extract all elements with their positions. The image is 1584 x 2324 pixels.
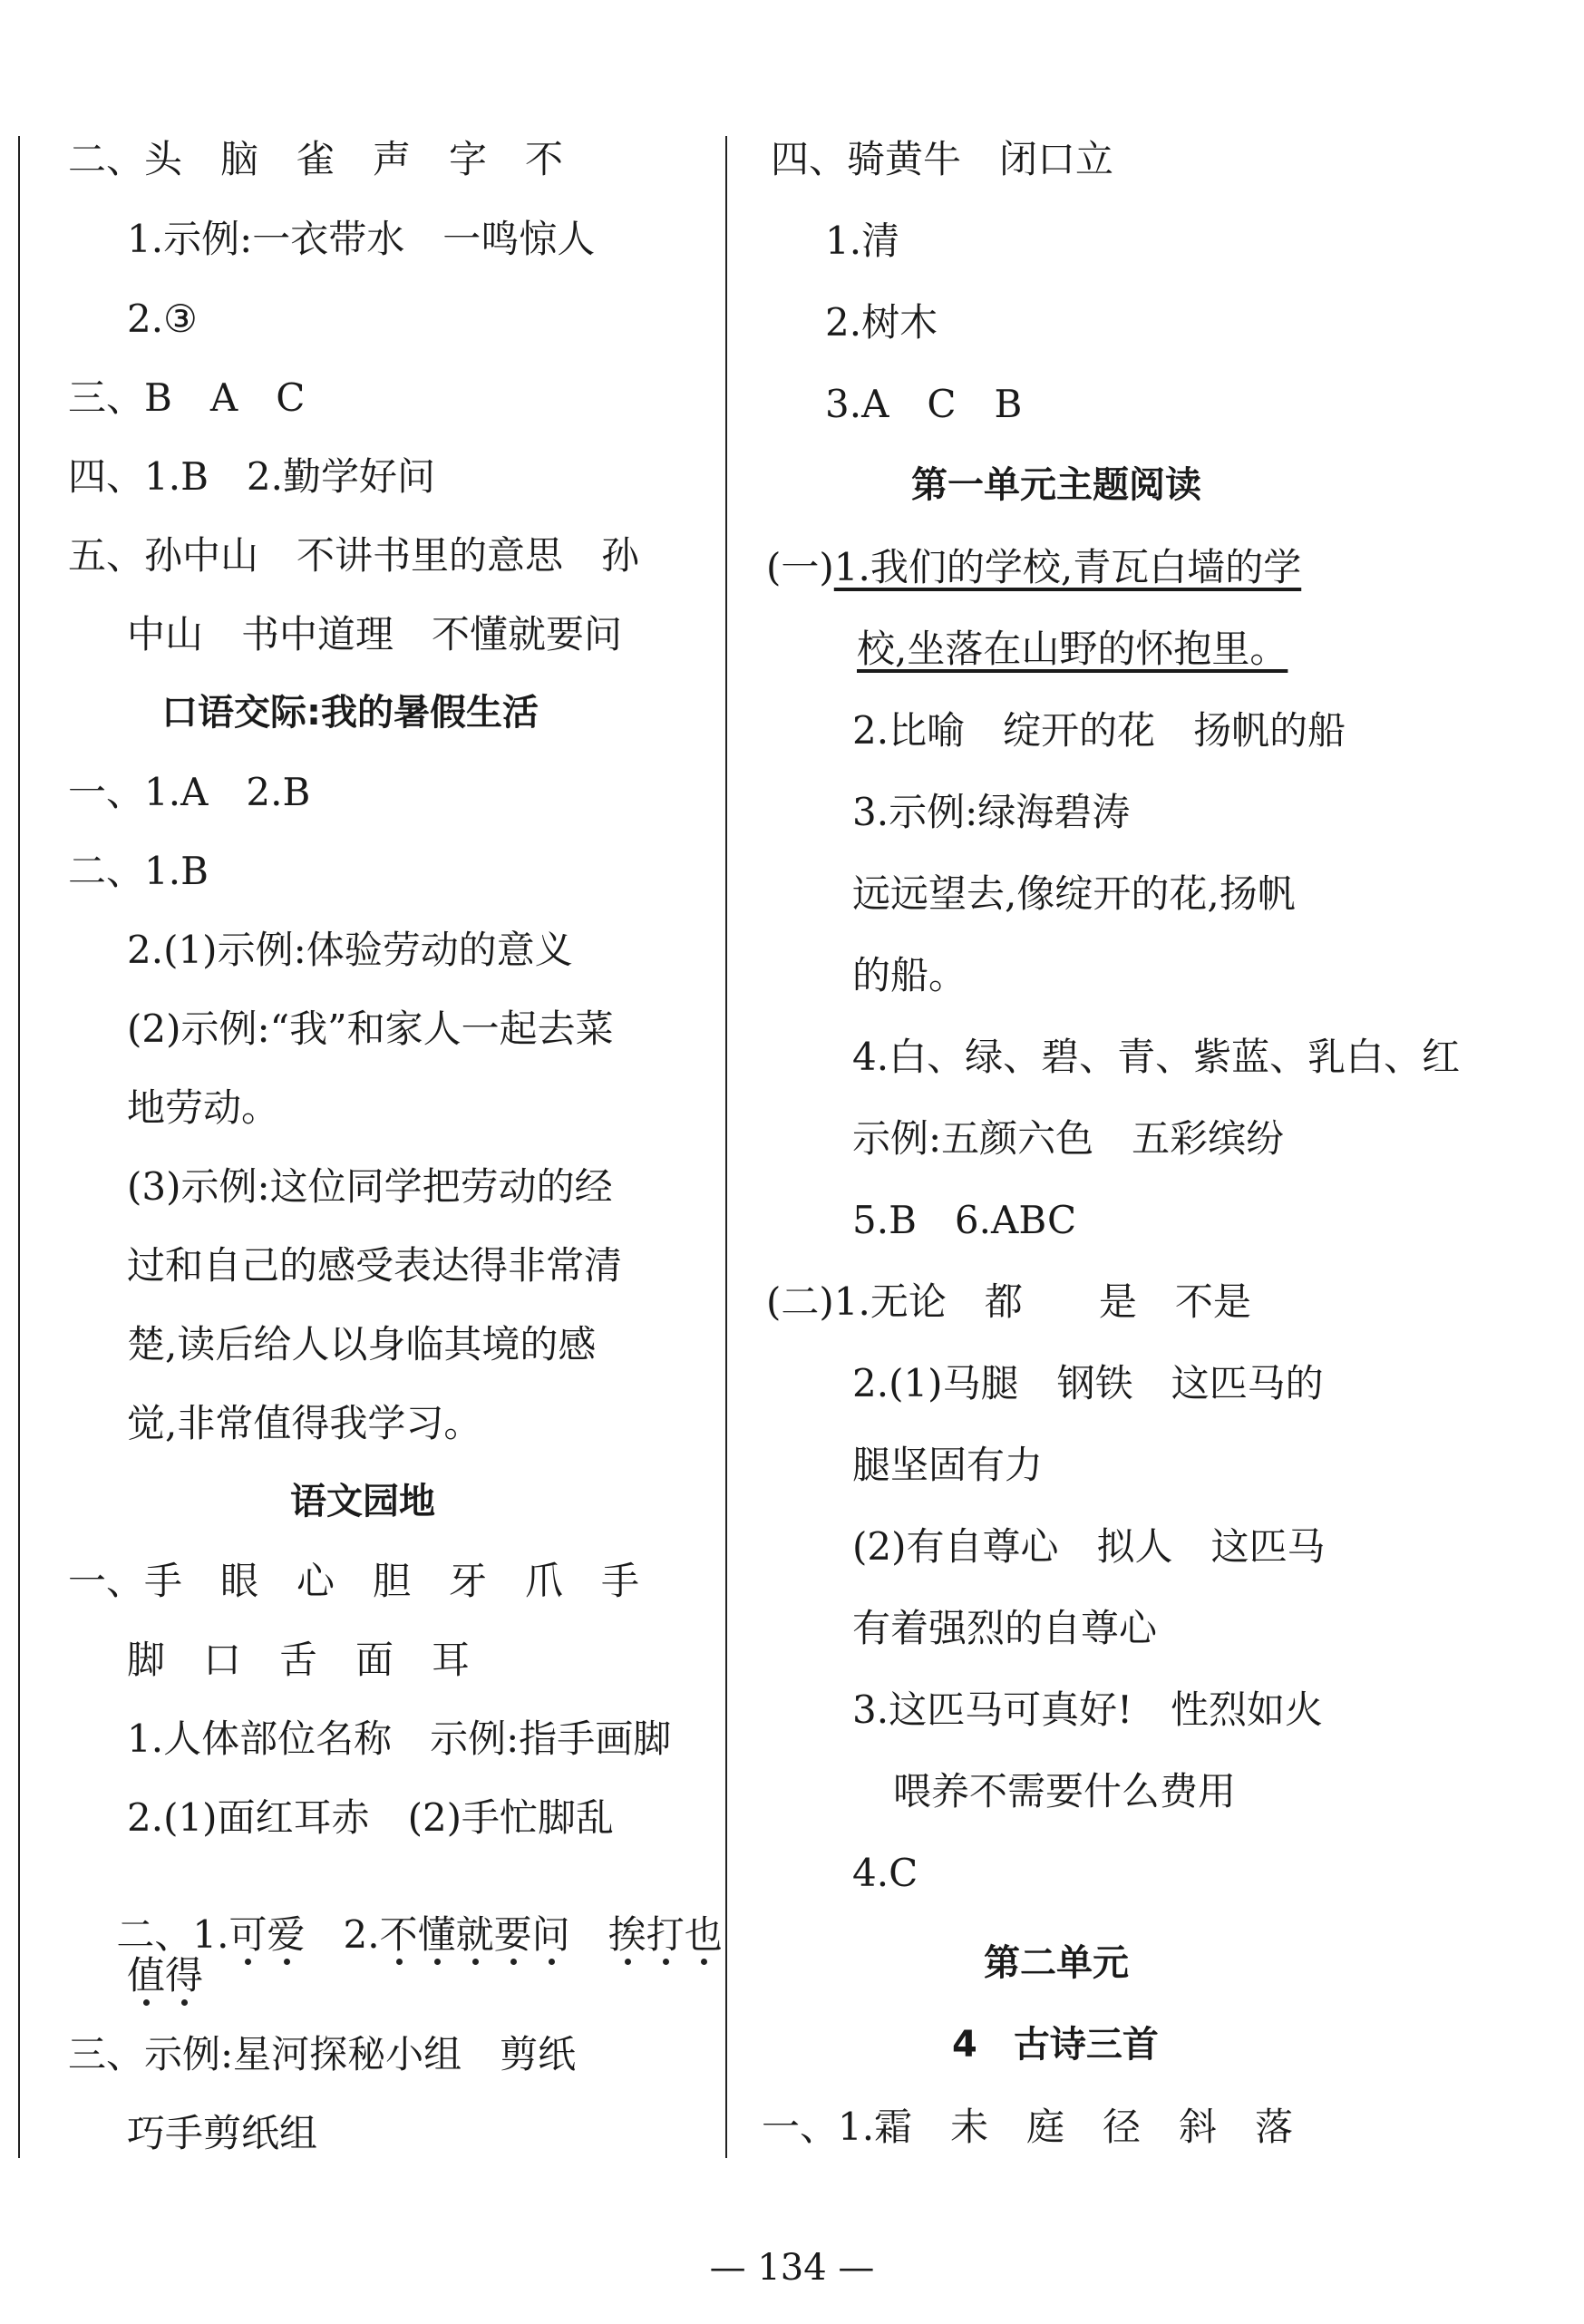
- right-line: [766, 545, 1302, 589]
- left-line: 2.(1)示例:体验劳动的意义: [127, 928, 573, 972]
- left-line: 五、孙中山 不讲书里的意思 孙: [68, 533, 640, 578]
- section-heading: 第一单元主题阅读: [911, 464, 1201, 506]
- emphasized-char: 挨: [607, 1912, 646, 1957]
- emphasized-char: 得: [165, 1953, 204, 1998]
- left-line: 楚,读后给人以身临其境的感: [127, 1322, 597, 1366]
- right-line: 5.B 6.ABC: [852, 1198, 1077, 1242]
- right-line: 一、1.霜 未 庭 径 斜 落: [762, 2105, 1294, 2149]
- page-number: — 134 —: [709, 2247, 875, 2289]
- right-line: (2)有自尊心 拟人 这匹马: [852, 1524, 1326, 1569]
- emphasized-char: 问: [531, 1912, 570, 1957]
- section-heading: 第二单元: [984, 1942, 1129, 1984]
- dotted-text: [608, 1912, 723, 1957]
- right-line: 1.清: [825, 219, 900, 263]
- left-line: 觉,非常值得我学习。: [127, 1401, 482, 1445]
- line-part: (一): [766, 545, 834, 589]
- section-heading: 4 古诗三首: [952, 2024, 1159, 2066]
- right-line: 远远望去,像绽开的花,扬帆: [852, 871, 1296, 916]
- underlined-text: 1.我们的学校,青瓦白墙的学: [833, 545, 1302, 589]
- right-line: 四、骑黄牛 闭口立: [771, 137, 1114, 181]
- dotted-text: [228, 1912, 305, 1957]
- left-line: 地劳动。: [127, 1085, 280, 1130]
- emphasized-char: 值: [127, 1953, 166, 1998]
- left-line: 2.(1)面红耳赤 (2)手忙脚乱: [127, 1795, 615, 1840]
- column-divider: [725, 136, 727, 2158]
- right-line: 4.白、绿、碧、青、紫蓝、乳白、红: [852, 1035, 1461, 1079]
- left-line: 二、1.B: [68, 849, 209, 893]
- left-line: 三、示例:星河探秘小组 剪纸: [68, 2032, 577, 2076]
- left-line: 脚 口 舌 面 耳: [127, 1638, 471, 1682]
- emphasized-char: 就: [455, 1912, 494, 1957]
- right-line: 腿坚固有力: [852, 1443, 1044, 1487]
- right-line: 2.比喻 绽开的花 扬帆的船: [852, 708, 1346, 753]
- left-line: (2)示例:“我”和家人一起去菜: [127, 1006, 614, 1051]
- section-heading: 语文园地: [290, 1481, 435, 1522]
- emphasized-char: 打: [646, 1912, 685, 1957]
- left-line: 1.示例:一衣带水 一鸣惊人: [127, 217, 596, 261]
- right-line: 3.这匹马可真好! 性烈如火: [852, 1687, 1323, 1732]
- line-part: [570, 1912, 608, 1957]
- right-line: 3.示例:绿海碧涛: [852, 790, 1131, 834]
- left-line: 三、B A C: [68, 375, 306, 420]
- left-margin-rule: [18, 136, 20, 2158]
- dotted-text: [380, 1912, 570, 1957]
- left-line: 一、1.A 2.B: [68, 770, 311, 814]
- left-line: 二、头 脑 雀 声 字 不: [68, 137, 564, 181]
- emphasized-char: 懂: [417, 1912, 456, 1957]
- right-line: 4.C: [852, 1851, 918, 1895]
- left-line: 过和自己的感受表达得非常清: [127, 1243, 623, 1288]
- section-heading: 口语交际:我的暑假生活: [161, 692, 539, 734]
- left-line: 中山 书中道理 不懂就要问: [127, 612, 623, 656]
- left-line: 巧手剪纸组: [127, 2111, 318, 2155]
- dotted-text: [127, 1953, 203, 1998]
- left-line: (3)示例:这位同学把劳动的经: [127, 1164, 613, 1209]
- emphasized-char: 可: [228, 1912, 267, 1957]
- left-line: 一、手 眼 心 胆 牙 爪 手: [68, 1559, 640, 1603]
- emphasized-char: 不: [379, 1912, 418, 1957]
- right-line: 有着强烈的自尊心: [852, 1606, 1158, 1650]
- left-line: [127, 1953, 204, 1998]
- right-line: 3.A C B: [825, 382, 1023, 426]
- emphasized-char: 爱: [267, 1912, 306, 1957]
- line-part: 二、1.: [116, 1912, 229, 1957]
- left-line: 2.③: [127, 297, 198, 341]
- right-line: 2.(1)马腿 钢铁 这匹马的: [852, 1361, 1324, 1405]
- right-line: 的船。: [852, 953, 967, 997]
- right-line: 喂养不需要什么费用: [893, 1769, 1237, 1813]
- right-line: 2.树木: [825, 300, 938, 345]
- emphasized-char: 要: [493, 1912, 532, 1957]
- left-line: 四、1.B 2.勤学好问: [68, 454, 436, 499]
- emphasized-char: 也: [684, 1912, 723, 1957]
- right-line: 示例:五颜六色 五彩缤纷: [852, 1116, 1285, 1161]
- line-part: 2.: [305, 1912, 380, 1957]
- left-line: 1.人体部位名称 示例:指手画脚: [127, 1716, 672, 1761]
- right-line: (二)1.无论 都 是 不是: [766, 1279, 1251, 1324]
- underlined-text: 校,坐落在山野的怀抱里。: [857, 627, 1288, 671]
